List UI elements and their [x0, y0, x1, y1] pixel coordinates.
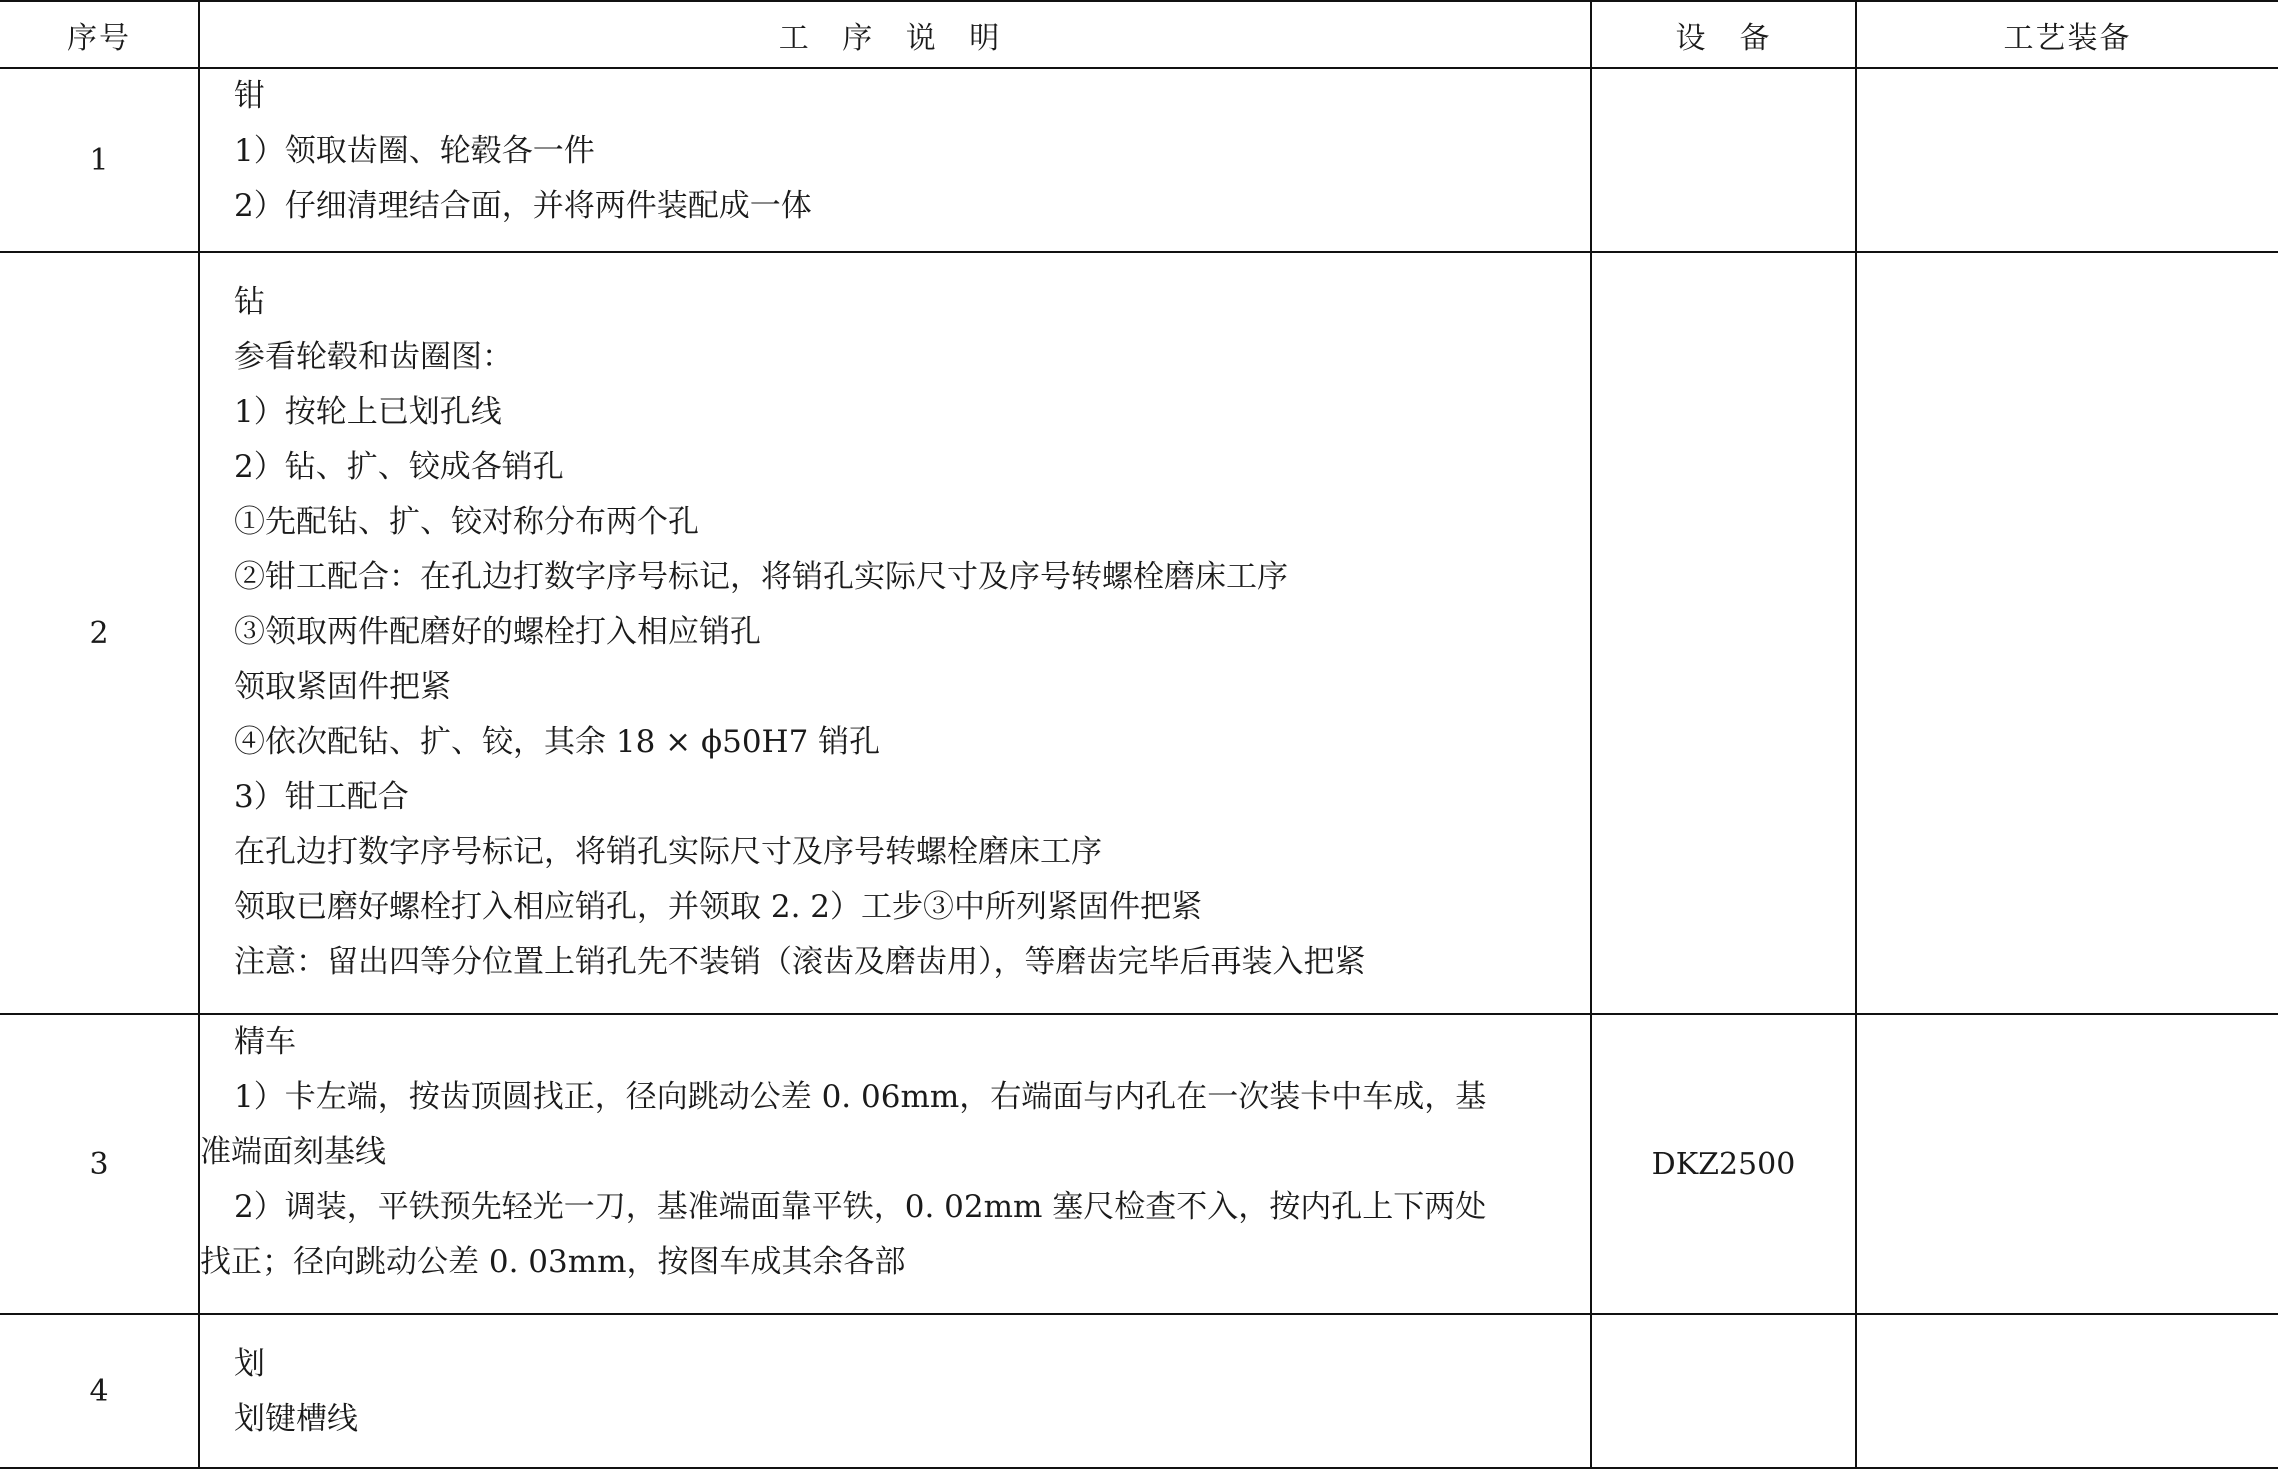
table-row	[0, 1014, 2278, 1314]
description-line: 参看轮毂和齿圈图：	[234, 339, 513, 375]
description-line: 准端面刻基线	[200, 1134, 386, 1170]
description-line: 划	[234, 1346, 265, 1382]
description-line: 2）调装，平铁预先轻光一刀，基准端面靠平铁，0. 02mm 塞尺检查不入，按内孔上下两处	[234, 1189, 1487, 1225]
header-description: 工 序 说 明	[199, 1, 1591, 68]
equipment-cell	[1591, 252, 1856, 1014]
description-line: 领取紧固件把紧	[234, 669, 451, 705]
seq-cell: 3	[0, 1014, 199, 1314]
table-row	[0, 252, 2278, 1014]
description-line: 划键槽线	[234, 1401, 358, 1437]
description-line: 在孔边打数字序号标记，将销孔实际尺寸及序号转螺栓磨床工序	[234, 834, 1102, 870]
description-line: 1）卡左端，按齿顶圆找正，径向跳动公差 0. 06mm，右端面与内孔在一次装卡中车成，基	[234, 1079, 1487, 1115]
header-row	[0, 1, 2278, 68]
description-line: 找正；径向跳动公差 0. 03mm，按图车成其余各部	[200, 1244, 906, 1280]
header-equipment: 设 备	[1591, 1, 1856, 68]
header-tooling: 工艺装备	[1856, 1, 2278, 68]
description-line: 1）按轮上已划孔线	[234, 394, 502, 430]
seq-cell: 1	[0, 68, 199, 252]
description-line: 3）钳工配合	[234, 779, 409, 815]
tooling-cell	[1856, 1314, 2278, 1468]
description-line: ②钳工配合：在孔边打数字序号标记，将销孔实际尺寸及序号转螺栓磨床工序	[234, 559, 1288, 595]
seq-cell: 4	[0, 1314, 199, 1468]
header-seq: 序号	[0, 1, 199, 68]
description-line: 2）仔细清理结合面，并将两件装配成一体	[234, 188, 812, 224]
tooling-cell	[1856, 252, 2278, 1014]
seq-cell: 2	[0, 252, 199, 1014]
tooling-cell	[1856, 68, 2278, 252]
description-line: 钳	[234, 78, 265, 114]
description-cell	[199, 1014, 1591, 1314]
table-row	[0, 68, 2278, 252]
description-line: ①先配钻、扩、铰对称分布两个孔	[234, 504, 699, 540]
equipment-cell	[1591, 68, 1856, 252]
description-cell	[199, 1314, 1591, 1468]
description-line: ③领取两件配磨好的螺栓打入相应销孔	[234, 614, 761, 650]
description-line: ④依次配钻、扩、铰，其余 18 × ϕ50H7 销孔	[234, 724, 881, 760]
description-line: 1）领取齿圈、轮毂各一件	[234, 133, 595, 169]
description-line: 精车	[234, 1024, 296, 1060]
description-line: 钻	[234, 284, 265, 320]
description-cell	[199, 252, 1591, 1014]
equipment-cell: DKZ2500	[1591, 1014, 1856, 1314]
description-line: 领取已磨好螺栓打入相应销孔，并领取 2. 2）工步③中所列紧固件把紧	[234, 889, 1203, 925]
description-line: 注意：留出四等分位置上销孔先不装销（滚齿及磨齿用），等磨齿完毕后再装入把紧	[234, 944, 1366, 980]
description-line: 2）钻、扩、铰成各销孔	[234, 449, 564, 485]
table-row	[0, 1314, 2278, 1468]
tooling-cell	[1856, 1014, 2278, 1314]
equipment-cell	[1591, 1314, 1856, 1468]
description-cell	[199, 68, 1591, 252]
